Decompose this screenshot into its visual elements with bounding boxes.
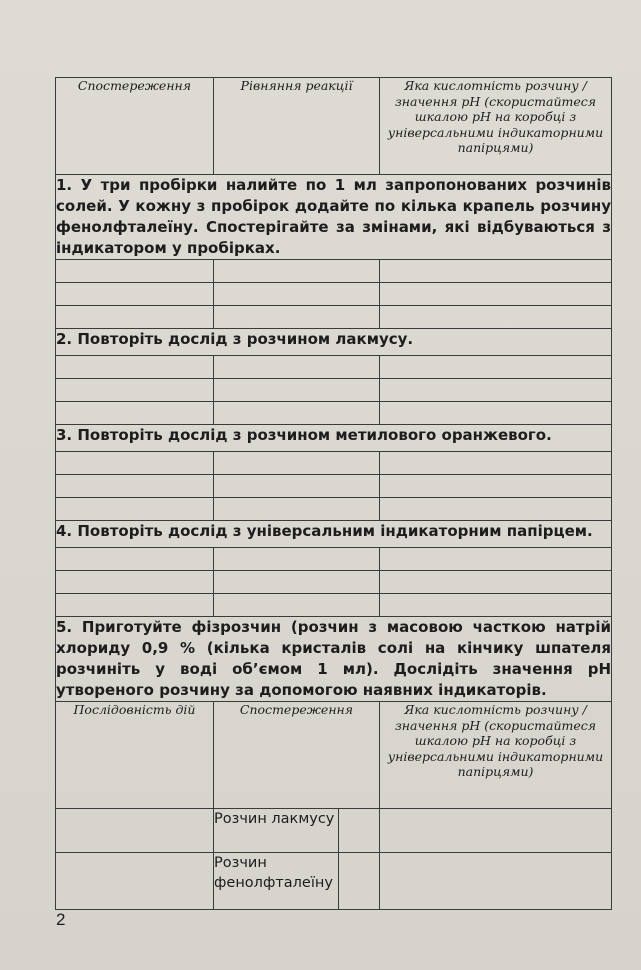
table-row [56, 306, 612, 329]
header-acidity-ph-2: Яка кислотність розчину / значення pH (скористайтеся шкалою pH на коробці з універсальними індикаторними папірцями) [380, 702, 612, 809]
table-row [56, 475, 612, 498]
table-row [56, 452, 612, 475]
table-row [56, 402, 612, 425]
page-number: 2 [56, 910, 66, 929]
table-row [56, 571, 612, 594]
header-observation-2: Спостереження [214, 702, 380, 809]
step-1-instruction: 1. У три пробірки налийте по 1 мл запропонованих розчинів солей. У кожну з пробірок додайте по кілька крапель розчину фенолфталеїну. Спостерігайте за змінами, які відбуваються з індикатором у пробірках. [56, 175, 612, 260]
litmus-solution-label: Розчин лакмусу [214, 809, 339, 853]
header-reaction-equation: Рівняння реакції [214, 78, 380, 175]
header-action-sequence: Послідовність дій [56, 702, 214, 809]
phenolphthalein-solution-label: Розчин фенолфталеїну [214, 853, 339, 910]
step-row [56, 425, 612, 452]
table-row [56, 498, 612, 521]
table-row [56, 548, 612, 571]
table-row [56, 379, 612, 402]
step-row [56, 329, 612, 356]
observation-table [55, 77, 612, 910]
step-row [56, 175, 612, 260]
header-acidity-ph: Яка кислотність розчину / значення pH (скористайтеся шкалою pH на коробці з універсальними індикаторними папірцями) [380, 78, 612, 175]
step-2-instruction: 2. Повторіть дослід з розчином лакмусу. [56, 329, 612, 356]
table-header-row [56, 702, 612, 809]
header-observation: Спостереження [56, 78, 214, 175]
step-3-instruction: 3. Повторіть дослід з розчином метилового оранжевого. [56, 425, 612, 452]
step-5-instruction: 5. Приготуйте фізрозчин (розчин з масовою часткою натрій хлориду 0,9 % (кілька кристалів солі на кінчику шпателя розчиніть у воді об’ємом 1 мл). Дослідіть значення pH утвореного розчину за допомогою наявних індикаторів. [56, 617, 612, 702]
table-row [56, 809, 612, 853]
table-header-row [56, 78, 612, 175]
step-row [56, 521, 612, 548]
table-row [56, 594, 612, 617]
table-row [56, 260, 612, 283]
step-4-instruction: 4. Повторіть дослід з універсальним індикаторним папірцем. [56, 521, 612, 548]
table-row [56, 356, 612, 379]
table-row [56, 283, 612, 306]
step-row [56, 617, 612, 702]
table-row [56, 853, 612, 910]
